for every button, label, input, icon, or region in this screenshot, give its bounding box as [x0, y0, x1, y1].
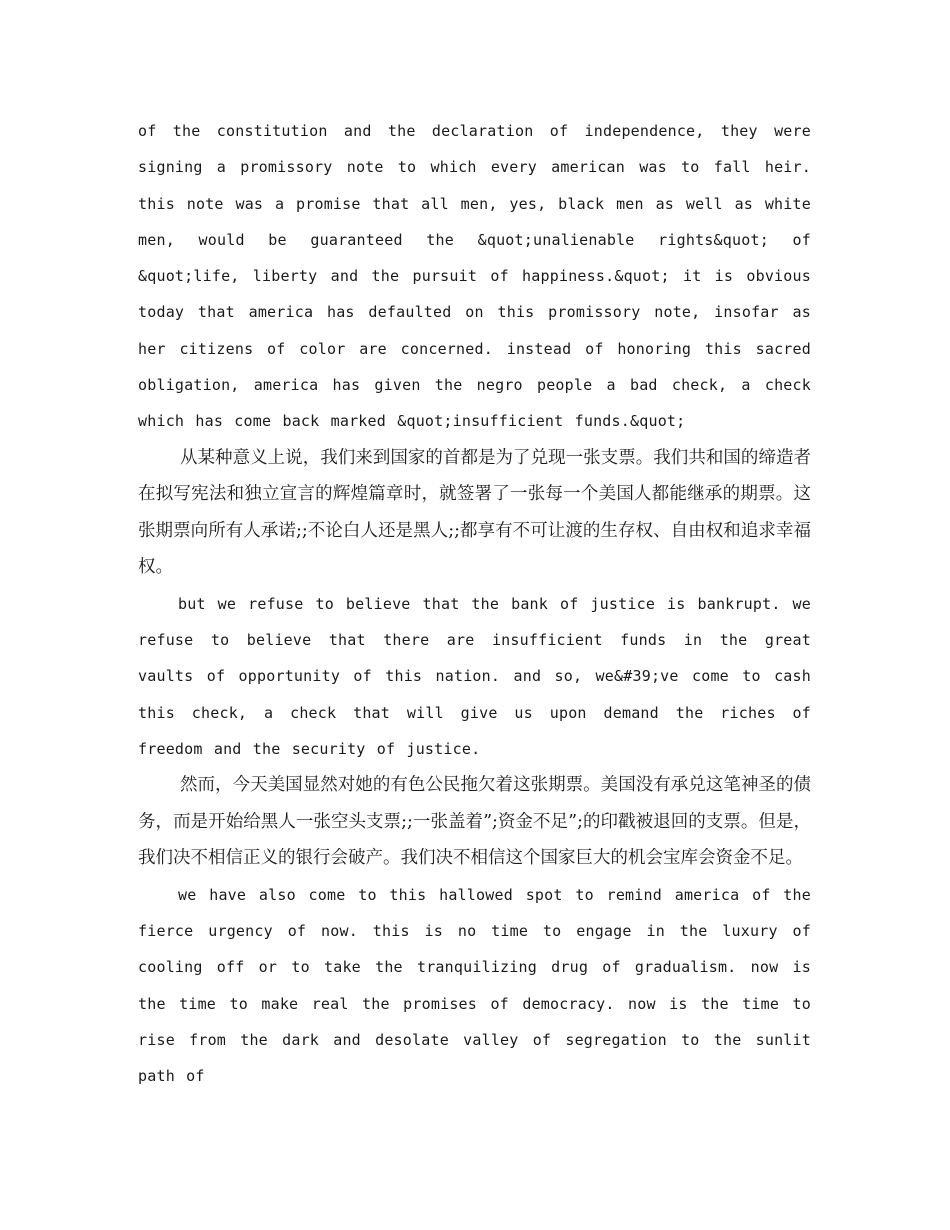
document-page: [138, 113, 811, 1094]
paragraph-chinese-2: 然而，今天美国显然对她的有色公民拖欠着这张期票。美国没有承兑这笔神圣的债务，而是开始给黑人一张空头支票;;一张盖着”;资金不足”;的印戳被退回的支票。但是，我们决不相信正义的银行会破产。我们决不相信这个国家巨大的机会宝库会资金不足。: [138, 775, 811, 869]
paragraph-english-3: we have also come to this hallowed spot to remind america of the fierce urgency of now. this is no time to engage in the luxury of cooling off or to take the tranquilizing drug of gradualism. now is the time to make real the promises of democracy. now is the time to rise from the dark and desolate valley of segregation to the sunlit path of: [138, 885, 811, 1086]
paragraph-chinese-1: 从某种意义上说，我们来到国家的首都是为了兑现一张支票。我们共和国的缔造者在拟写宪法和独立宣言的辉煌篇章时，就签署了一张每一个美国人都能继承的期票。这张期票向所有人承诺;;不论白人还是黑人;;都享有不可让渡的生存权、自由权和追求幸福权。: [138, 447, 811, 578]
paragraph-english-2: but we refuse to believe that the bank of justice is bankrupt. we refuse to believe that there are insufficient funds in the great vaults of opportunity of this nation. and so, we&#39;ve come to cash this check, a check that will give us upon demand the riches of freedom and the security of justice.: [138, 594, 811, 758]
paragraph-english-1: of the constitution and the declaration of independence, they were signing a promissory note to which every american was to fall heir. this note was a promise that all men, yes, black men as well as white men, would be guaranteed the &quot;unalienable rights&quot; of &quot;life, liberty and the pursuit of happiness.&quot; it is obvious today that america has defaulted on this promissory note, insofar as her citizens of color are concerned. instead of honoring this sacred obligation, america has given the negro people a bad check, a check which has come back marked &quot;insufficient funds.&quot;: [138, 122, 811, 431]
